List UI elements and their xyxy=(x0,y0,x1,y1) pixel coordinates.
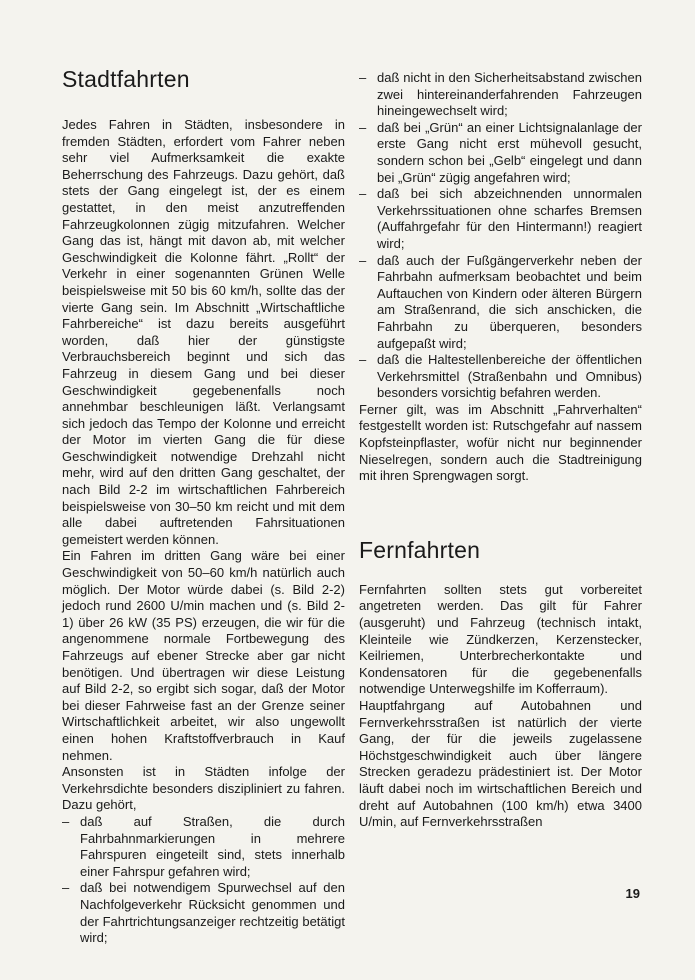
paragraph-fernfahrten-1: Fernfahrten sollten stets gut vorbereitet angetreten werden. Das gilt für Fahrer (ausgeruht) und Fahrzeug (technisch intakt, Kleinteile wie Zündkerzen, Kerzenstecker, Keilriemen, Unterbrecherkontakte und Kondensatoren für die gegebenenfalls notwendige Unterwegshilfe im Kofferraum). xyxy=(359,581,642,697)
list-item: – daß die Haltestellenbereiche der öffentlichen Verkehrsmittel (Straßenbahn und Omnibus) besonders vorsichtig befahren werden. xyxy=(359,352,642,402)
list-item: – daß auf Straßen, die durch Fahrbahnmarkierungen in mehrere Fahrspuren eingeteilt sind, stets innerhalb einer Fahrspur gefahren wird; xyxy=(62,814,345,880)
list-item: – daß bei „Grün“ an einer Lichtsignalanlage der erste Gang nicht erst mühevoll gesucht, sondern schon bei „Gelb“ eingelegt und dann bei „Grün“ zügig angefahren wird; xyxy=(359,120,642,186)
paragraph-stadtfahrten-2: Ein Fahren im dritten Gang wäre bei einer Geschwindigkeit von 50–60 km/h natürlich auch möglich. Der Motor würde dabei (s. Bild 2-2) jedoch rund 2600 U/min machen und (s. Bild 2-1) über 26 kW (35 PS) erzeugen, die wir für die angenommene normale Fortbewegung des Fahrzeugs auf ebener Strecke aber gar nicht benötigen. Und übertragen wir diese Leistung auf Bild 2-2, so ergibt sich sogar, daß der Motor bei dieser Fahrweise fast an der Grenze seiner Wirtschaftlichkeit arbeitet, wir also ungewollt einen hohen Kraftstoffverbrauch in Kauf nehmen. xyxy=(62,548,345,763)
right-column xyxy=(359,70,642,831)
paragraph-stadtfahrten-closing: Ferner gilt, was im Abschnitt „Fahrverhalten“ festgestellt worden ist: Rutschgefahr auf nassem Kopfsteinpflaster, wofür nicht nur beginnender Nieselregen, sondern auch die Stadtreinigung mit ihren Sprengwagen sorgt. xyxy=(359,401,642,484)
section-heading-stadtfahrten: Stadtfahrten xyxy=(62,66,190,92)
rules-list-part-1 xyxy=(62,813,345,946)
paragraph-stadtfahrten-1: Jedes Fahren in Städten, insbesondere in fremden Städten, erfordert vom Fahrer neben sehr viel Aufmerksamkeit die exakte Beherrschung des Fahrzeugs. Dazu gehört, daß stets der Gang eingelegt ist, der es einem gestattet, in den meist anzutreffenden Fahrzeugkolonnen zügig mitzufahren. Welcher Gang das ist, hängt mit davon ab, mit welcher Geschwindigkeit die Kolonne fährt. „Rollt“ der Verkehr in einer sogenannten Grünen Welle beispielsweise mit 50 bis 60 km/h, sollte das der vierte Gang sein. Im Abschnitt „Wirtschaftliche Fahrbereiche“ ist dazu bereits ausgeführt worden, daß hier der günstigste Verbrauchsbereich beginnt und sich das Fahrzeug in diesem Gang und bei dieser Geschwindigkeit gegebenenfalls noch annehmbar beschleunigen läßt. Verlangsamt sich jedoch das Tempo der Kolonne und erreicht der Motor im vierten Gang die für diese Geschwindigkeit notwendige Drehzahl nicht mehr, wird auf den dritten Gang geschaltet, der nach Bild 2-2 im wirtschaftlichen Fahrbereich beispielsweise von 30–50 km reicht und mit dem alle dabei auftretenden Fahrsituationen gemeistert werden können. xyxy=(62,117,345,547)
list-item: – daß bei notwendigem Spurwechsel auf den Nachfolgeverkehr Rücksicht genommen und der Fahrtrichtungsanzeiger rechtzeitig betätigt wird; xyxy=(62,880,345,897)
paragraph-fernfahrten-2: Hauptfahrgang auf Autobahnen und Fernverkehrsstraßen ist natürlich der vierte Gang, der für die jeweils zugelassene Höchstgeschwindigkeit auch über längere Strecken geradezu prädestiniert ist. Der Motor läuft dabei noch im wirtschaftlichen Bereich und dreht auf Autobahnen (100 km/h) etwa 3400 U/min, auf Fernverkehrsstraßen xyxy=(359,698,642,830)
rules-list-part-2 xyxy=(359,70,642,402)
left-column xyxy=(62,62,345,946)
list-item: – daß auch der Fußgängerverkehr neben der Fahrbahn aufmerksam beobachtet und beim Auftauchen von Kindern oder älteren Bürgern am Straßenrand, die sich anschicken, die Fahrbahn zu überqueren, besonders aufgepaßt wird; xyxy=(359,253,642,353)
section-heading-fernfahrten: Fernfahrten xyxy=(359,536,481,563)
list-item: – daß nicht in den Sicherheitsabstand zwischen zwei hintereinanderfahrenden Fahrzeugen hineingewechselt wird; xyxy=(359,70,642,120)
list-item: – daß bei sich abzeichnenden unnormalen Verkehrssituationen ohne scharfes Bremsen (Auffahrgefahr für den Hintermann!) reagiert wird; xyxy=(359,186,642,252)
page-number: 19 xyxy=(625,886,640,901)
paragraph-stadtfahrten-3: Ansonsten ist in Städten infolge der Verkehrsdichte besonders diszipliniert zu fahren. Dazu gehört, xyxy=(62,764,345,813)
